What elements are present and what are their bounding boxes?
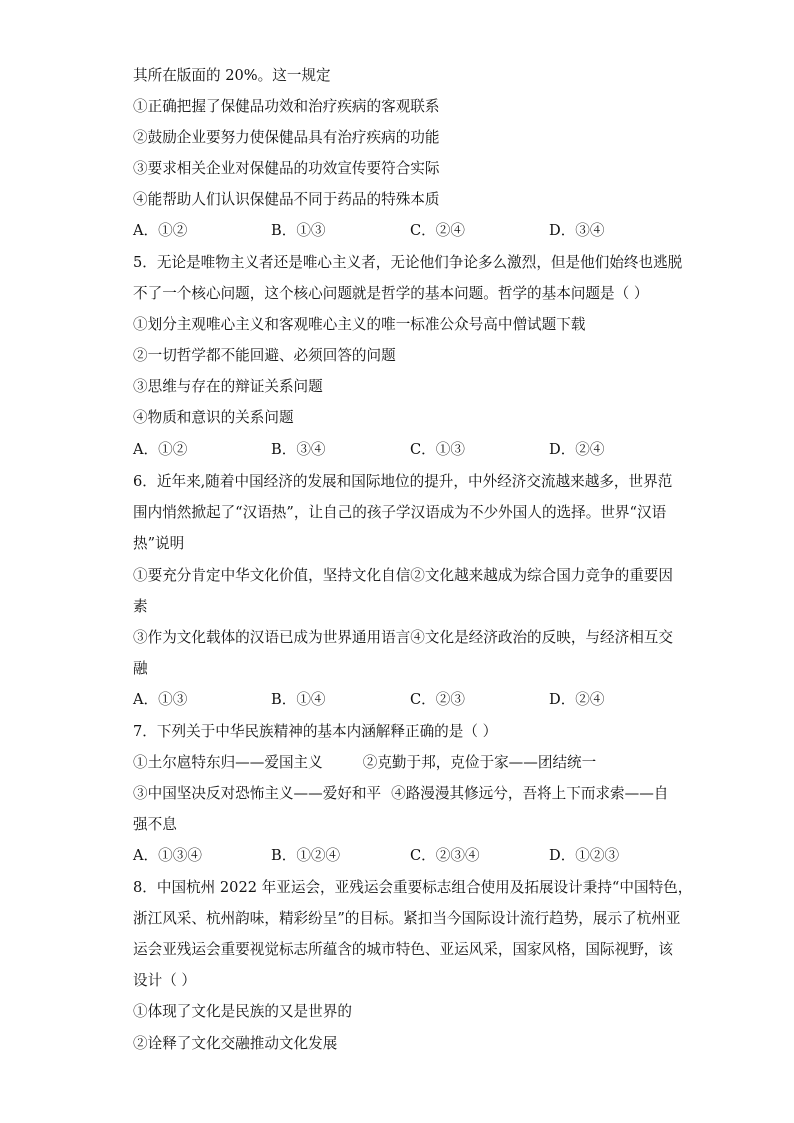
q5-option-d[interactable]: D．②④ xyxy=(549,441,605,458)
q5-item-4: ④物质和意识的关系问题 xyxy=(133,409,294,426)
q6-items-line-2: 素 xyxy=(133,598,148,615)
q4-option-c[interactable]: C．②④ xyxy=(410,222,465,239)
q7-items-line-2 xyxy=(133,784,668,804)
q7-option-d[interactable]: D．①②③ xyxy=(549,847,620,864)
q4-option-b[interactable]: B．①③ xyxy=(271,222,326,239)
q7-item-4: ④路漫漫其修远兮，吾将上下而求索——自 xyxy=(391,785,669,802)
q6-option-c[interactable]: C．②③ xyxy=(410,691,465,708)
q6-items-line-3: ③作为文化载体的汉语已成为世界通用语言④文化是经济政治的反映，与经济相互交 xyxy=(133,629,673,646)
q7-option-c[interactable]: C．②③④ xyxy=(410,847,480,864)
q8-stem-line-2: 浙江风采、杭州韵味，精彩纷呈”的目标。紧扣当今国际设计流行趋势，展示了杭州亚 xyxy=(133,910,681,927)
q6-option-d[interactable]: D．②④ xyxy=(549,691,605,708)
q7-item-4-cont: 强不息 xyxy=(133,816,177,833)
q8-item-1: ①体现了文化是民族的又是世界的 xyxy=(133,1003,352,1020)
q5-stem-line-2: 不了一个核心问题，这个核心问题就是哲学的基本问题。哲学的基本问题是（ ） xyxy=(133,285,649,302)
q8-stem-line-4: 设计（ ） xyxy=(133,972,197,989)
q7-option-a[interactable]: A．①③④ xyxy=(133,847,202,864)
q4-item-1: ①正确把握了保健品功效和治疗疾病的客观联系 xyxy=(133,98,440,115)
q7-items-line-1 xyxy=(133,753,596,773)
q5-option-c[interactable]: C．①③ xyxy=(410,441,465,458)
q6-items-line-4: 融 xyxy=(133,660,148,677)
q4-option-d[interactable]: D．③④ xyxy=(549,222,605,239)
q5-option-a[interactable]: A．①② xyxy=(133,441,188,458)
q4-item-2: ②鼓励企业要努力使保健品具有治疗疾病的功能 xyxy=(133,129,440,146)
q4-option-a[interactable]: A．①② xyxy=(133,222,188,239)
q8-item-2: ②诠释了文化交融推动文化发展 xyxy=(133,1035,338,1052)
q8-stem-line-1: 8．中国杭州 2022 年亚运会，亚残运会重要标志组合使用及拓展设计秉持“中国特色， xyxy=(133,879,693,896)
q6-option-a[interactable]: A．①③ xyxy=(133,691,188,708)
q4-item-4: ④能帮助人们认识保健品不同于药品的特殊本质 xyxy=(133,191,440,208)
q7-item-2: ②克勤于邦，克俭于家——团结统一 xyxy=(362,754,597,771)
q6-option-b[interactable]: B．①④ xyxy=(271,691,326,708)
q5-option-b[interactable]: B．③④ xyxy=(271,441,326,458)
q5-item-2: ②一切哲学都不能回避、必须回答的问题 xyxy=(133,347,396,364)
q6-stem-line-3: 热”说明 xyxy=(133,535,185,552)
q5-item-1: ①划分主观唯心主义和客观唯心主义的唯一标准公众号高中僧试题下载 xyxy=(133,316,586,333)
q6-stem-line-2: 围内悄然掀起了“汉语热”，让自己的孩子学汉语成为不少外国人的选择。世界“汉语 xyxy=(133,504,667,521)
q5-stem-line-1: 5．无论是唯物主义者还是唯心主义者，无论他们争论多么激烈，但是他们始终也逃脱 xyxy=(133,254,683,271)
q5-item-3: ③思维与存在的辩证关系问题 xyxy=(133,378,323,395)
q7-option-b[interactable]: B．①②④ xyxy=(271,847,341,864)
q7-stem: 7．下列关于中华民族精神的基本内涵解释正确的是（ ） xyxy=(133,723,498,740)
q6-stem-line-1: 6．近年来,随着中国经济的发展和国际地位的提升，中外经济交流越来越多，世界范 xyxy=(133,473,673,490)
q7-item-1: ①土尔扈特东归——爱国主义 xyxy=(133,754,323,771)
q4-stem-tail: 其所在版面的 20%。这一规定 xyxy=(133,67,331,84)
q8-stem-line-3: 运会亚残运会重要视觉标志所蕴含的城市特色、亚运风采，国家风格，国际视野，该 xyxy=(133,941,673,958)
q4-item-3: ③要求相关企业对保健品的功效宣传要符合实际 xyxy=(133,160,440,177)
q7-item-3: ③中国坚决反对恐怖主义——爱好和平 xyxy=(133,785,382,802)
q6-items-line-1: ①要充分肯定中华文化价值，坚持文化自信②文化越来越成为综合国力竞争的重要因 xyxy=(133,567,673,584)
